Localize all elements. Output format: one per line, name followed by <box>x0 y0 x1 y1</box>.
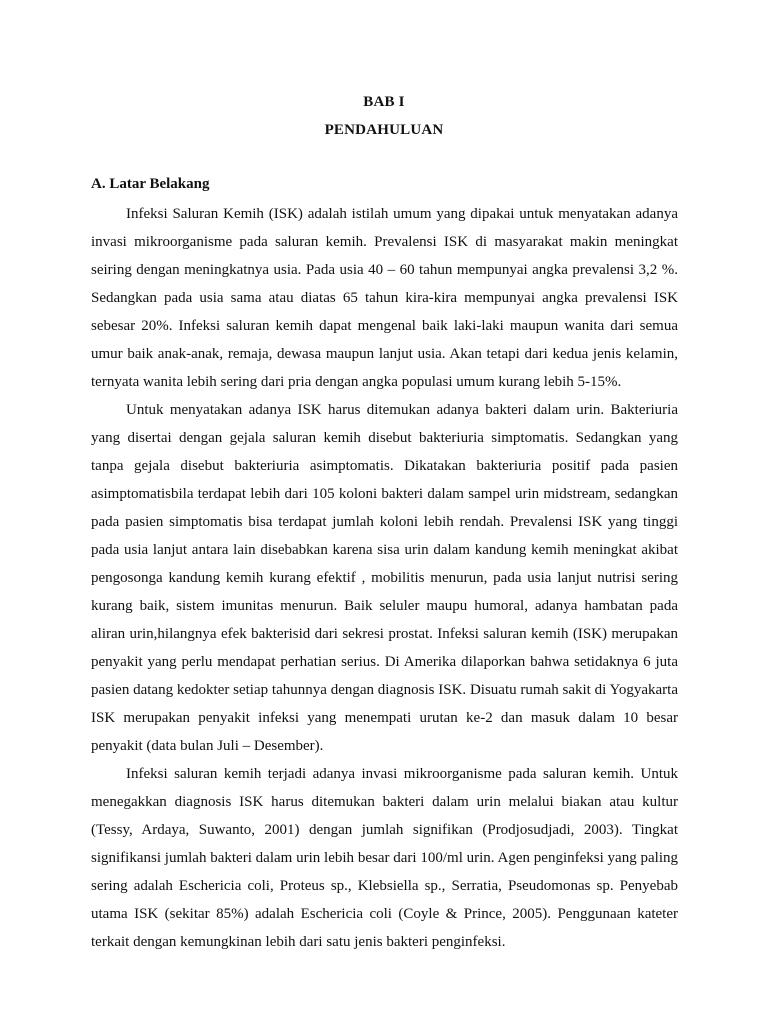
paragraph-2: Untuk menyatakan adanya ISK harus ditemukan adanya bakteri dalam urin. Bakteriuria yang disertai dengan gejala saluran kemih disebut bakteriuria simptomatis. Sedangkan yang tanpa gejala disebut bakteriuria asimptomatis. Dikatakan bakteriuria positif pada pasien asimptomatisbila terdapat lebih dari 105 koloni bakteri dalam sampel urin midstream, sedangkan pada pasien simptomatis bisa terdapat jumlah koloni lebih rendah. Prevalensi ISK yang tinggi pada usia lanjut antara lain disebabkan karena sisa urin dalam kandung kemih meningkat akibat pengosonga kandung kemih kurang efektif , mobilitis menurun, pada usia lanjut nutrisi sering kurang baik, sistem imunitas menurun. Baik seluler maupu humoral, adanya hambatan pada aliran urin,hilangnya efek bakterisid dari sekresi prostat. Infeksi saluran kemih (ISK) merupakan penyakit yang perlu mendapat perhatian serius. Di Amerika dilaporkan bahwa setidaknya 6 juta pasien datang kedokter setiap tahunnya dengan diagnosis ISK. Disuatu rumah sakit di Yogyakarta ISK merupakan penyakit infeksi yang menempati urutan ke-2 dan masuk dalam 10 besar penyakit (data bulan Juli – Desember). <box>91 402 678 754</box>
paragraph-3: Infeksi saluran kemih terjadi adanya invasi mikroorganisme pada saluran kemih. Untuk menegakkan diagnosis ISK harus ditemukan bakteri dalam urin melalui biakan atau kultur (Tessy, Ardaya, Suwanto, 2001) dengan jumlah signifikan (Prodjosudjadi, 2003). Tingkat signifikansi jumlah bakteri dalam urin lebih besar dari 100/ml urin. Agen penginfeksi yang paling sering adalah Eschericia coli, Proteus sp., Klebsiella sp., Serratia, Pseudomonas sp. Penyebab utama ISK (sekitar 85%) adalah Eschericia coli (Coyle & Prince, 2005). Penggunaan kateter terkait dengan kemungkinan lebih dari satu jenis bakteri penginfeksi. <box>91 766 678 950</box>
chapter-title: PENDAHULUAN <box>324 122 444 138</box>
chapter-number: BAB I <box>363 94 405 110</box>
body-text <box>91 200 678 956</box>
section-title: A. Latar Belakang <box>91 176 210 192</box>
paragraph-1: Infeksi Saluran Kemih (ISK) adalah istilah umum yang dipakai untuk menyatakan adanya invasi mikroorganisme pada saluran kemih. Prevalensi ISK di masyarakat makin meningkat seiring dengan meningkatnya usia. Pada usia 40 – 60 tahun mempunyai angka prevalensi 3,2 %. Sedangkan pada usia sama atau diatas 65 tahun kira-kira mempunyai angka prevalensi ISK sebesar 20%. Infeksi saluran kemih dapat mengenal baik laki-laki maupun wanita dari semua umur baik anak-anak, remaja, dewasa maupun lanjut usia. Akan tetapi dari kedua jenis kelamin, ternyata wanita lebih sering dari pria dengan angka populasi umum kurang lebih 5-15%. <box>91 206 678 390</box>
